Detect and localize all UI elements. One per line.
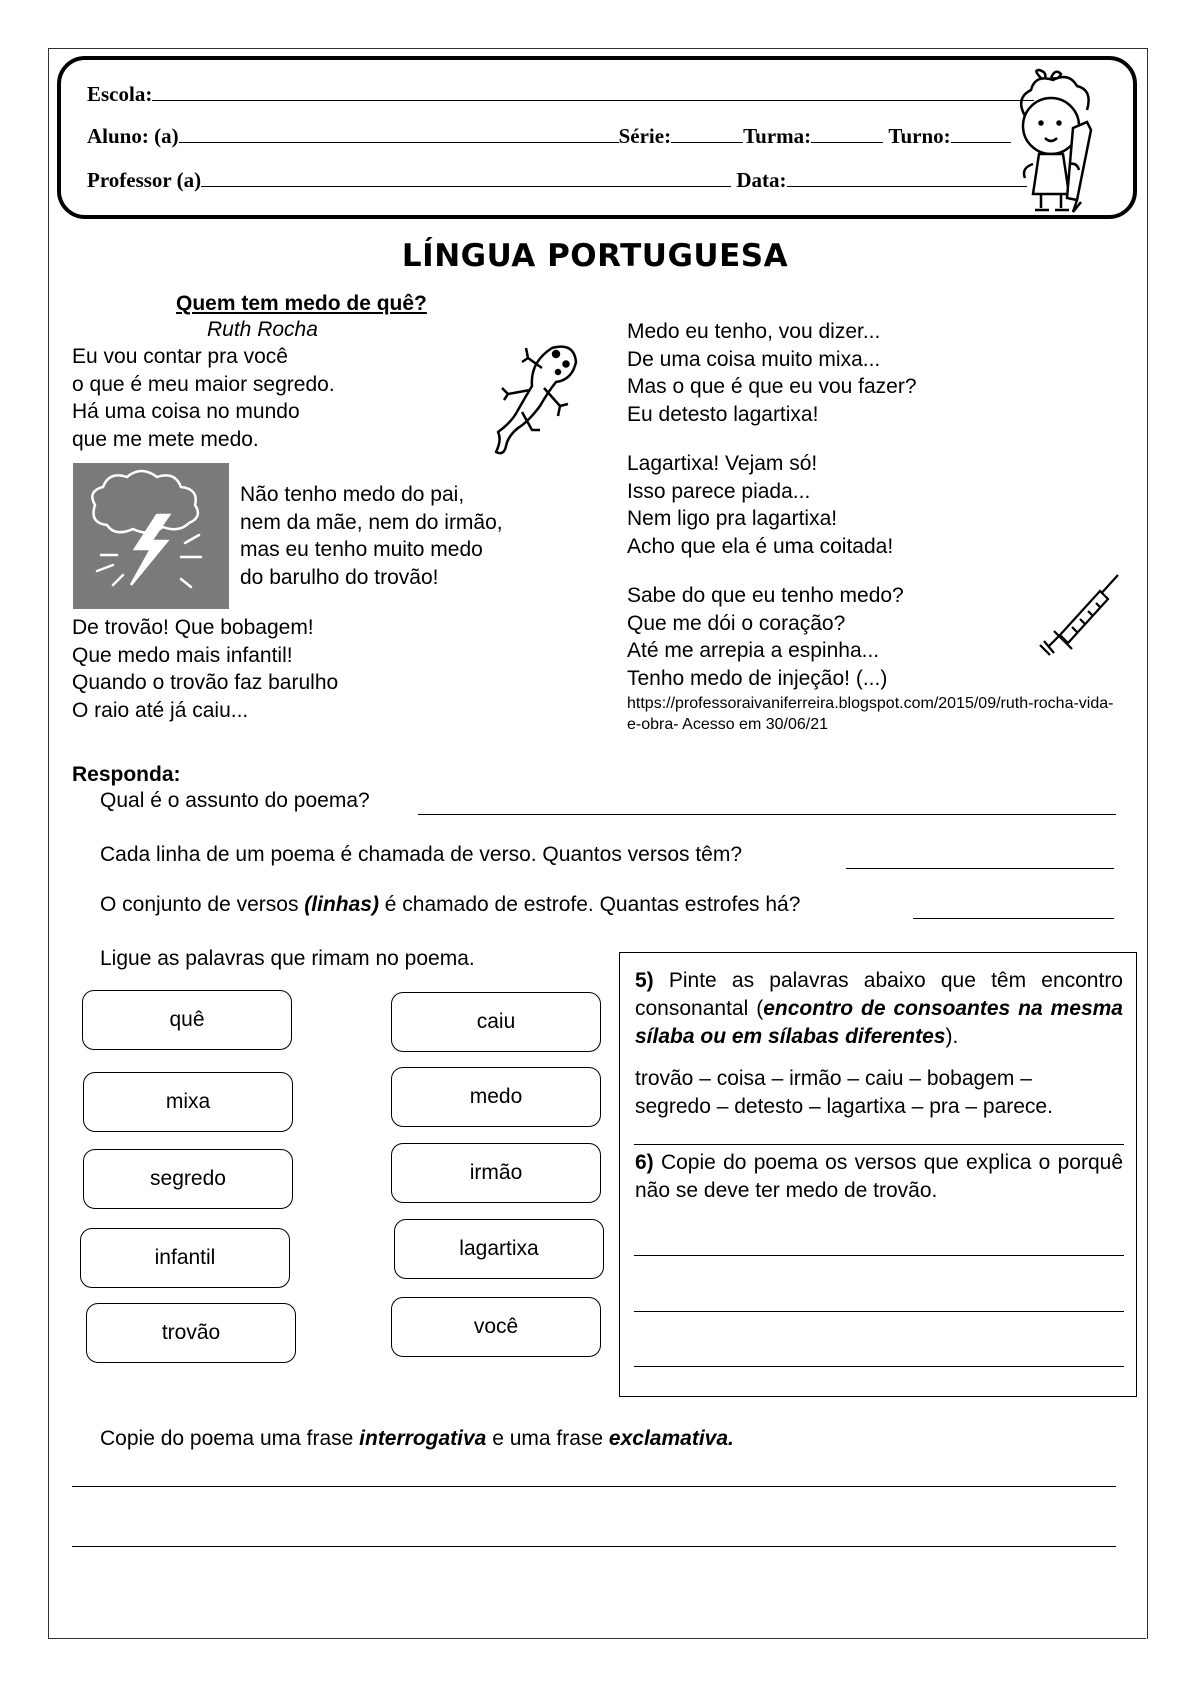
poem-stanza-6	[627, 582, 904, 692]
aluno-label: Aluno: (a)	[87, 124, 179, 148]
poem-stanza-5	[627, 450, 893, 560]
right-word-box[interactable]: irmão	[391, 1143, 601, 1203]
q5-divider-line	[634, 1144, 1124, 1145]
question-3-text-b: é chamado de estrofe. Quantas estrofes há?	[378, 893, 801, 916]
poem-stanza-2	[240, 481, 503, 591]
verse: Mas o que é que eu vou fazer?	[627, 375, 917, 398]
question-3	[100, 893, 800, 917]
verse: Há uma coisa no mundo	[72, 400, 300, 423]
thunderstorm-icon	[73, 463, 229, 609]
verse: nem da mãe, nem do irmão,	[240, 510, 503, 534]
verse: Até me arrepia a espinha...	[627, 639, 880, 662]
question-5	[635, 967, 1123, 1051]
q5-word-line-2: segredo – detesto – lagartixa – pra – parece.	[635, 1095, 1053, 1118]
question-7	[100, 1427, 734, 1451]
aluno-field[interactable]	[179, 124, 619, 143]
poem-stanza-1	[72, 343, 335, 453]
question-6-number: 6)	[635, 1151, 654, 1174]
question-5-number: 5)	[635, 969, 654, 992]
verse: mas eu tenho muito medo	[240, 538, 483, 561]
q5-word-line-1: trovão – coisa – irmão – caiu – bobagem –	[635, 1067, 1032, 1090]
answer-line-3[interactable]	[913, 918, 1114, 919]
verse: Que medo mais infantil!	[72, 643, 293, 667]
question-6	[635, 1149, 1123, 1205]
poem-author: Ruth Rocha	[207, 318, 318, 341]
serie-field[interactable]	[671, 124, 743, 143]
turma-field[interactable]	[811, 124, 883, 143]
verse: Eu vou contar pra você	[72, 345, 288, 368]
verse: Tenho medo de injeção! (...)	[627, 666, 888, 690]
escola-field[interactable]	[152, 82, 1034, 101]
verse: Não tenho medo do pai,	[240, 483, 465, 506]
poem-stanza-3	[72, 614, 338, 724]
right-word-box[interactable]: lagartixa	[394, 1219, 604, 1279]
question-2	[100, 843, 742, 867]
question-7-text-b: e uma frase	[486, 1427, 609, 1450]
left-word-box[interactable]: quê	[82, 990, 292, 1050]
turma-label: Turma:	[743, 124, 812, 148]
page-title: LÍNGUA PORTUGUESA	[401, 238, 789, 274]
question-7-emphasis-a: interrogativa	[359, 1427, 487, 1450]
question-5-emphasis: encontro de consoantes na mesma sílaba ou em sílabas diferentes	[635, 997, 1123, 1048]
syringe-icon	[1036, 573, 1120, 659]
answer-line-1[interactable]	[418, 814, 1116, 815]
kid-with-pencil-icon	[1011, 68, 1103, 218]
question-1-text: Qual é o assunto do poema?	[100, 789, 370, 812]
left-word-box[interactable]: trovão	[86, 1303, 296, 1363]
q6-answer-line[interactable]	[634, 1366, 1124, 1367]
verse: o que é meu maior segredo.	[72, 372, 335, 396]
verse: O raio até já caiu...	[72, 698, 249, 722]
verse: Quando o trovão faz barulho	[72, 671, 339, 694]
data-label: Data:	[736, 168, 787, 192]
aluno-row	[87, 124, 1011, 149]
right-word-box[interactable]: caiu	[391, 992, 601, 1052]
question-2-text: Cada linha de um poema é chamada de verso. Quantos versos têm?	[100, 843, 743, 866]
turno-field[interactable]	[951, 124, 1011, 143]
serie-label: Série:	[618, 124, 672, 148]
q7-answer-line[interactable]	[72, 1546, 1116, 1547]
poem-stanza-4	[627, 318, 917, 428]
question-3-text-a: O conjunto de versos	[100, 893, 305, 916]
verse: do barulho do trovão!	[240, 565, 439, 589]
professor-row	[87, 168, 1027, 193]
question-7-emphasis-b: exclamativa.	[608, 1427, 734, 1450]
escola-row	[87, 82, 1034, 107]
poem-source-citation: https://professoraivaniferreira.blogspot.com/2015/09/ruth-rocha-vida-e-obra- Acesso em 30/06/21	[627, 695, 1114, 733]
data-field[interactable]	[787, 168, 1027, 187]
professor-label: Professor (a)	[87, 168, 202, 192]
q6-answer-line[interactable]	[634, 1311, 1124, 1312]
question-5-end: ).	[945, 1025, 959, 1048]
responda-heading: Responda:	[72, 763, 181, 786]
verse: Isso parece piada...	[627, 479, 811, 503]
verse: Eu detesto lagartixa!	[627, 402, 819, 426]
question-4: Ligue as palavras que rimam no poema.	[100, 947, 475, 970]
page-bottom-rule	[48, 1638, 1146, 1639]
verse: Lagartixa! Vejam só!	[627, 452, 818, 475]
question-7-text-a: Copie do poema uma frase	[100, 1427, 360, 1450]
question-5-text: Pinte as palavras abaixo que têm encontro consonantal (	[635, 969, 1123, 1020]
lizard-icon	[470, 340, 586, 460]
verse: De trovão! Que bobagem!	[72, 616, 314, 639]
verse: Medo eu tenho, vou dizer...	[627, 320, 881, 343]
verse: Nem ligo pra lagartixa!	[627, 507, 838, 530]
right-word-box[interactable]: medo	[391, 1067, 601, 1127]
question-1	[100, 789, 370, 813]
verse: Que me dói o coração?	[627, 611, 846, 635]
answer-line-2[interactable]	[846, 868, 1114, 869]
question-3-emphasis: (linhas)	[304, 893, 379, 916]
verse: Sabe do que eu tenho medo?	[627, 584, 904, 607]
question-6-text: Copie do poema os versos que explica o porquê não se deve ter medo de trovão.	[635, 1151, 1123, 1202]
verse: De uma coisa muito mixa...	[627, 347, 881, 371]
student-info-header	[57, 56, 1137, 219]
verse: Acho que ela é uma coitada!	[627, 534, 894, 558]
q6-answer-line[interactable]	[634, 1255, 1124, 1256]
escola-label: Escola:	[87, 82, 153, 106]
q7-answer-line[interactable]	[72, 1486, 1116, 1487]
exercise-box	[619, 952, 1137, 1397]
left-word-box[interactable]: infantil	[80, 1228, 290, 1288]
left-word-box[interactable]: segredo	[83, 1149, 293, 1209]
turno-label: Turno:	[888, 124, 951, 148]
verse: que me mete medo.	[72, 427, 259, 451]
right-word-box[interactable]: você	[391, 1297, 601, 1357]
left-word-box[interactable]: mixa	[83, 1072, 293, 1132]
professor-field[interactable]	[201, 168, 731, 187]
poem-title: Quem tem medo de quê?	[176, 292, 427, 315]
